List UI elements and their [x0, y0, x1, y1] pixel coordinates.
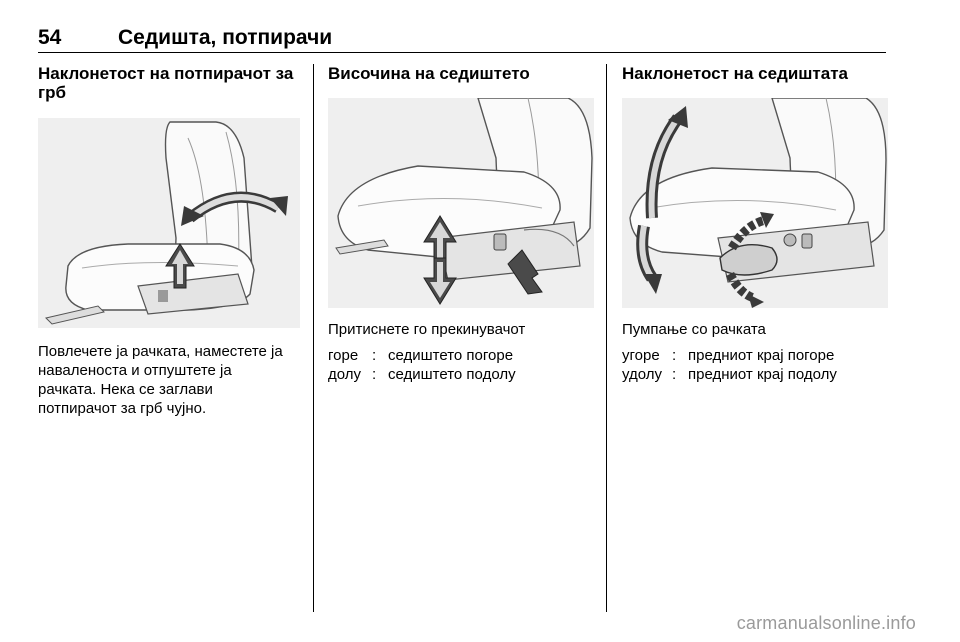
section-heading: Височина на седиштето — [328, 64, 530, 83]
watermark: carmanualsonline.info — [736, 613, 916, 633]
definition-row: удолу : предниот крај подолу — [622, 366, 837, 383]
column-divider — [606, 64, 607, 612]
section-seat-height — [328, 64, 594, 383]
section-heading: Наклонетост на потпирачот за грб — [38, 64, 294, 102]
definition-row: долу : седиштето подолу — [328, 366, 516, 383]
definition-list — [622, 346, 837, 384]
header-rule — [38, 52, 886, 53]
instruction-text: Повлечете ја рачката, наместете ја наваленоста и отпуштете ја рачката. Нека се заглави потпирачот за грб чујно. — [38, 343, 283, 417]
definition-row: угоре : предниот крај погоре — [622, 347, 835, 364]
seat-backrest-lever-illustration — [38, 118, 300, 328]
page-header — [38, 22, 886, 52]
instruction-text: Пумпање со рачката — [622, 321, 766, 338]
seat-tilt-pump-illustration — [622, 98, 888, 308]
definition-row: горе : седиштето погоре — [328, 347, 514, 364]
section-backrest-tilt — [38, 64, 300, 417]
section-heading: Наклонетост на седиштата — [622, 64, 848, 83]
section-seat-tilt — [622, 64, 888, 383]
definition-list — [328, 346, 516, 384]
column-divider — [313, 64, 314, 612]
chapter-title: Седишта, потпирачи — [118, 26, 333, 49]
instruction-text: Притиснете го прекинувачот — [328, 321, 526, 338]
seat-height-switch-illustration — [328, 98, 594, 308]
page-number: 54 — [38, 26, 62, 49]
